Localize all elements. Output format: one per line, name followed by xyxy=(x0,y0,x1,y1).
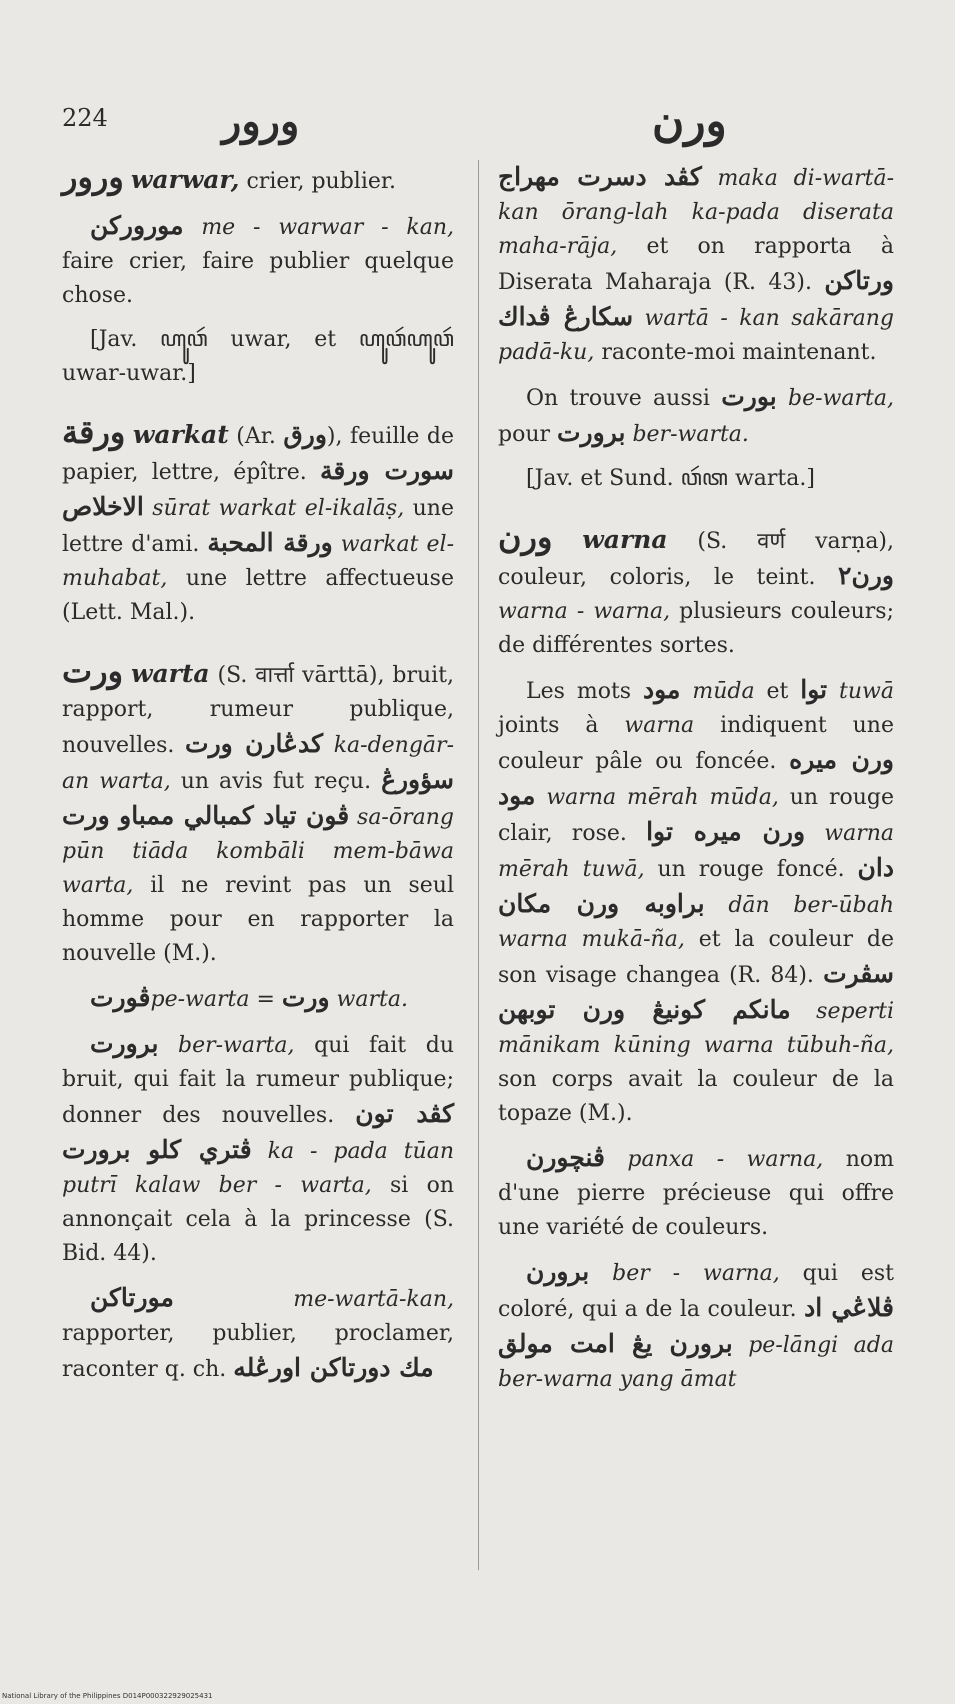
arabic-form: مك دورتاكن اورڠله xyxy=(233,1353,434,1382)
text: un rouge clair, rose. xyxy=(498,785,895,846)
etymology-note xyxy=(62,323,454,391)
transliteration: ber - warna, xyxy=(589,1261,780,1286)
transliteration: panxa - warna, xyxy=(604,1147,824,1172)
entry-paragraph xyxy=(62,209,454,313)
definition: (Ar. xyxy=(228,424,284,449)
arabic-form: كڤد تون ڤتري كلو برورت xyxy=(62,1099,455,1164)
definition: (S. वार्त्ता vārttā), bruit, rapport, rumeur publique, nouvelles. xyxy=(62,663,454,758)
entry-warna xyxy=(498,520,894,1397)
left-column xyxy=(62,160,454,1411)
text: Les mots xyxy=(526,679,643,704)
text: indiquent une couleur pâle ou foncée. xyxy=(498,713,894,774)
entry-paragraph xyxy=(62,1281,454,1387)
arabic-form: برورت xyxy=(90,1029,159,1058)
definition: rapporter, publier, proclamer, raconter q. ch. xyxy=(62,1321,454,1382)
entry-paragraph xyxy=(62,1027,454,1271)
entry-paragraph xyxy=(498,673,894,1131)
arabic-form: ورت xyxy=(281,983,330,1012)
page-number: 224 xyxy=(62,104,108,132)
text: et xyxy=(754,679,801,704)
transliteration: seperti mānikam kūning warna tūbuh-ña, xyxy=(498,999,894,1058)
definition: (S. वर्ण varṇa), couleur, coloris, le teint. xyxy=(498,529,895,590)
headword: warna xyxy=(582,525,668,554)
arabic-form: سڤرت مانكم كونيڠ ورن توبهن xyxy=(498,959,894,1024)
arabic-form: مورتاكن xyxy=(90,1283,174,1312)
arabic-form: برورن xyxy=(526,1257,590,1286)
transliteration: dān ber-ūbah warna mukā-ña, xyxy=(498,893,894,952)
arabic-form: ورن٢ xyxy=(838,561,894,590)
transliteration: ka - pada tūan putrī kalaw ber - warta, xyxy=(62,1139,455,1198)
transliteration: ber-warta, xyxy=(158,1033,295,1058)
transliteration: me-wartā-kan, xyxy=(173,1287,454,1312)
definition: crier, publier. xyxy=(239,169,396,194)
note-text: [Jav. et Sund. ꦮꦂꦠ warta.] xyxy=(526,466,815,491)
headword: warkat xyxy=(132,420,229,449)
definition: un avis fut reçu. xyxy=(170,769,382,794)
transliteration: tuwā xyxy=(827,679,894,704)
running-head-right: ورن xyxy=(652,96,727,147)
arabic-form: ڤورت xyxy=(90,983,151,1012)
running-head-left: ورور xyxy=(222,98,300,145)
right-column xyxy=(498,160,894,1421)
arabic-form: ڤلاڠي اد برورن يڠ امت مولق xyxy=(498,1293,894,1358)
entry-paragraph xyxy=(62,160,454,199)
definition: qui fait du bruit, qui fait la rumeur publique; donner des nouvelles. xyxy=(62,1033,454,1128)
entry-paragraph xyxy=(62,415,454,630)
definition: qui est coloré, qui a de la couleur. xyxy=(498,1261,894,1322)
transliteration: be-warta, xyxy=(776,386,894,411)
arabic-form: ورقة المحبة xyxy=(207,528,333,557)
arabic-form: سورت ورقة الاخلاص xyxy=(62,456,454,521)
text: On trouve aussi xyxy=(526,386,722,411)
entry-warkat xyxy=(62,415,454,630)
definition: une lettre d'ami. xyxy=(62,496,454,557)
text: et la couleur de son visage changea (R. 84). xyxy=(498,927,894,988)
entry-paragraph xyxy=(498,1141,894,1245)
arabic-form: ورق xyxy=(283,420,327,449)
entry-paragraph xyxy=(498,380,894,452)
entry-paragraph xyxy=(62,654,454,971)
transliteration: mūda xyxy=(680,679,755,704)
arabic-form: برورت xyxy=(557,418,626,447)
note-text: [Jav. ꦲꦸꦮꦂ uwar, et ꦲꦸꦮꦂꦲꦸꦮꦂ uwar-uwar.] xyxy=(62,327,454,386)
transliteration: warkat el-muhabat, xyxy=(62,532,454,591)
transliteration: me - warwar - kan, xyxy=(183,215,454,240)
definition: ), feuille de papier, lettre, épître. xyxy=(62,424,454,485)
arabic-form: مود xyxy=(642,675,681,704)
transliteration: pe-lāngi ada ber-warna yang āmat xyxy=(498,1333,894,1392)
entry-paragraph xyxy=(62,981,454,1017)
arabic-form: ورن ميره مود xyxy=(498,745,894,810)
transliteration: wartā - kan sakārang padā-ku, xyxy=(498,306,894,365)
transliteration: ka-dengār-an warta, xyxy=(62,733,454,794)
transliteration: maka di-wartā-kan ōrang-lah ka-pada diserata maha-rāja, xyxy=(498,166,894,259)
arabic-form: ڤنچورن xyxy=(526,1143,605,1172)
definition: plusieurs couleurs; de différentes sortes. xyxy=(498,599,894,658)
headword-arabic: ورور xyxy=(62,158,124,196)
definition: nom d'une pierre précieuse qui offre une variété de couleurs. xyxy=(498,1147,894,1240)
text: pour xyxy=(498,422,558,447)
transliteration: pe-warta xyxy=(150,987,250,1012)
definition: il ne revint pas un seul homme pour en rapporter la nouvelle (M.). xyxy=(62,873,454,966)
definition: et on rapporta à Diserata Maharaja (R. 43). xyxy=(498,234,894,295)
headword: warta xyxy=(130,659,210,688)
definition: faire crier, faire publier quelque chose. xyxy=(62,249,454,308)
arabic-form: كدڠارن ورت xyxy=(185,729,324,758)
text: joints à xyxy=(498,713,625,738)
column-divider xyxy=(478,160,479,1570)
etymology-note xyxy=(498,462,894,496)
entry-warwar xyxy=(62,160,454,391)
text: un rouge foncé. xyxy=(644,857,858,882)
library-credit: National Library of the Philippines D014P000322929025431 xyxy=(2,1692,213,1700)
arabic-form: موروركن xyxy=(90,211,184,240)
entry-warta xyxy=(62,654,454,1387)
equals-sign: = xyxy=(249,987,282,1012)
arabic-form: ورتاكن سكارڠ ڤداك xyxy=(498,266,894,331)
arabic-form: كڤد دسرت مهراج xyxy=(498,162,702,191)
definition: si on annonçait cela à la princesse (S. Bid. 44). xyxy=(62,1173,454,1266)
transliteration: warta. xyxy=(329,987,408,1012)
transliteration: warna mērah tuwā, xyxy=(498,821,895,882)
arabic-form: ورن ميره توا xyxy=(646,817,806,846)
entry-warta-continued xyxy=(498,160,894,496)
text: son corps avait la couleur de la topaze (M.). xyxy=(498,1067,894,1126)
transliteration: warna - warna, xyxy=(498,599,671,624)
definition: une lettre affectueuse (Lett. Mal.). xyxy=(62,566,454,625)
headword-arabic: ورن xyxy=(498,518,553,556)
arabic-form: سؤورڠ ڤون تياد كمبالي ممباو ورت xyxy=(62,765,454,830)
entry-paragraph xyxy=(498,160,894,370)
transliteration: warna xyxy=(624,713,695,738)
arabic-form: توا xyxy=(800,675,828,704)
headword-arabic: ورت xyxy=(62,652,124,690)
entry-paragraph xyxy=(498,1255,894,1397)
transliteration: ber-warta. xyxy=(625,422,749,447)
transliteration: sa-ōrang pūn tiāda kombāli mem-bāwa warta, xyxy=(62,805,454,898)
headword: warwar, xyxy=(130,165,240,194)
arabic-form: دان براوبه ورن مكان xyxy=(498,853,894,918)
transliteration: warna mērah mūda, xyxy=(535,785,779,810)
headword-arabic: ورقة xyxy=(62,413,126,451)
definition: raconte-moi maintenant. xyxy=(594,340,877,365)
entry-paragraph xyxy=(498,520,894,663)
transliteration: sūrat warkat el-ikalāṣ, xyxy=(143,496,405,521)
arabic-form: بورت xyxy=(721,382,777,411)
